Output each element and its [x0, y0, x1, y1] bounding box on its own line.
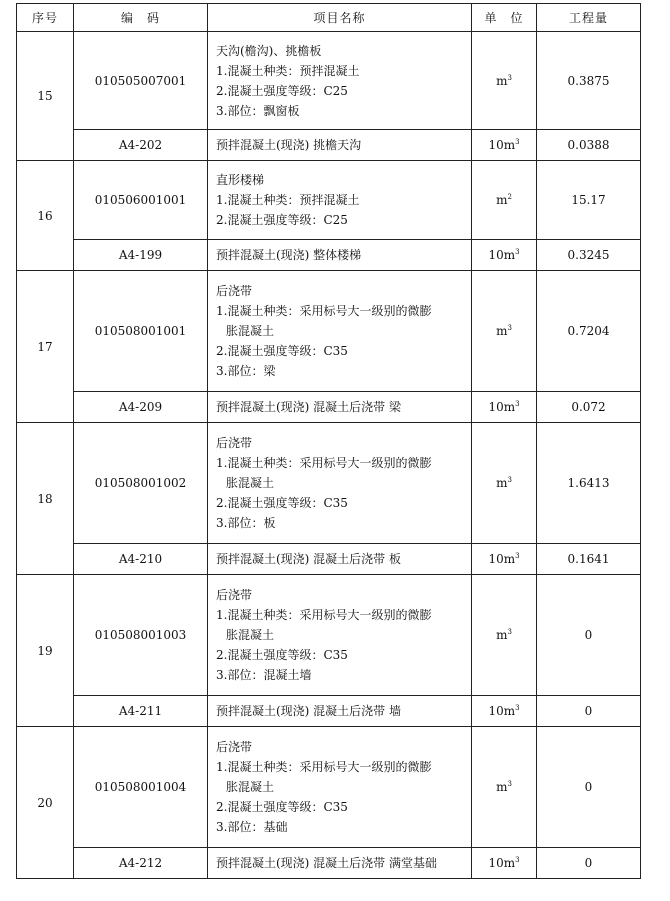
quota-quantity: 0.072 — [537, 392, 641, 423]
quota-row — [17, 544, 641, 575]
item-code: 010505007001 — [74, 32, 208, 130]
row-index: 17 — [17, 271, 74, 423]
quota-unit — [472, 130, 537, 161]
item-description — [208, 727, 472, 848]
quota-description: 预拌混凝土(现浇) 挑檐天沟 — [208, 130, 472, 161]
quota-code: A4-210 — [74, 544, 208, 575]
header-index: 序号 — [17, 4, 74, 32]
description-line: 胀混凝土 — [226, 324, 275, 338]
unit-base: m — [496, 193, 508, 207]
unit-exponent: 3 — [515, 248, 520, 256]
item-unit — [472, 271, 537, 392]
row-index: 15 — [17, 32, 74, 161]
item-quantity: 15.17 — [537, 161, 641, 240]
quota-quantity: 0.1641 — [537, 544, 641, 575]
quota-quantity: 0 — [537, 848, 641, 879]
description-line: 1.混凝土种类：采用标号大一级别的微膨 — [216, 760, 432, 774]
item-code: 010506001001 — [74, 161, 208, 240]
description-line: 胀混凝土 — [226, 628, 275, 642]
quota-unit — [472, 848, 537, 879]
item-description — [208, 161, 472, 240]
quota-code: A4-209 — [74, 392, 208, 423]
quota-unit — [472, 544, 537, 575]
description-line: 1.混凝土种类：采用标号大一级别的微膨 — [216, 456, 432, 470]
description-line: 3.部位：基础 — [216, 820, 288, 834]
quota-row — [17, 130, 641, 161]
description-line: 后浇带 — [216, 740, 253, 754]
item-row — [17, 423, 641, 544]
unit-exponent: 3 — [507, 324, 512, 332]
quota-description: 预拌混凝土(现浇) 混凝土后浇带 满堂基础 — [208, 848, 472, 879]
quota-description: 预拌混凝土(现浇) 混凝土后浇带 梁 — [208, 392, 472, 423]
description-line: 胀混凝土 — [226, 476, 275, 490]
unit-base: m — [496, 628, 508, 642]
item-quantity: 0.7204 — [537, 271, 641, 392]
description-line: 2.混凝土强度等级：C35 — [216, 648, 348, 662]
unit-base: m — [496, 476, 508, 490]
description-line: 1.混凝土种类：采用标号大一级别的微膨 — [216, 304, 432, 318]
unit-base: m — [496, 73, 508, 88]
header-row — [17, 4, 641, 32]
header-unit: 单 位 — [472, 4, 537, 32]
unit-base: m — [496, 324, 508, 338]
description-line: 3.部位：梁 — [216, 364, 276, 378]
quota-row — [17, 848, 641, 879]
description-line: 3.部位：板 — [216, 516, 276, 530]
quota-quantity: 0 — [537, 696, 641, 727]
description-line: 2.混凝土强度等级：C25 — [216, 213, 348, 227]
quota-code: A4-202 — [74, 130, 208, 161]
quantity-table — [16, 3, 641, 879]
description-line: 3.部位：飘窗板 — [216, 103, 300, 118]
description-line: 天沟(檐沟)、挑檐板 — [216, 43, 322, 58]
quota-row — [17, 240, 641, 271]
unit-exponent: 3 — [515, 138, 520, 146]
unit-exponent: 2 — [507, 193, 512, 201]
item-unit — [472, 727, 537, 848]
quota-unit — [472, 240, 537, 271]
description-line: 胀混凝土 — [226, 780, 275, 794]
unit-exponent: 3 — [515, 704, 520, 712]
item-quantity: 0 — [537, 575, 641, 696]
description-line: 1.混凝土种类：预拌混凝土 — [216, 193, 360, 207]
quota-quantity: 0.0388 — [537, 130, 641, 161]
quota-description: 预拌混凝土(现浇) 整体楼梯 — [208, 240, 472, 271]
item-quantity: 0.3875 — [537, 32, 641, 130]
item-quantity: 1.6413 — [537, 423, 641, 544]
quota-unit — [472, 696, 537, 727]
item-code: 010508001002 — [74, 423, 208, 544]
row-index: 18 — [17, 423, 74, 575]
quota-description: 预拌混凝土(现浇) 混凝土后浇带 墙 — [208, 696, 472, 727]
description-line: 后浇带 — [216, 284, 253, 298]
item-row — [17, 32, 641, 130]
quota-row — [17, 392, 641, 423]
description-line: 直形楼梯 — [216, 173, 265, 187]
description-line: 3.部位：混凝土墙 — [216, 668, 312, 682]
item-row — [17, 271, 641, 392]
description-line: 2.混凝土强度等级：C35 — [216, 800, 348, 814]
description-line: 后浇带 — [216, 588, 253, 602]
quota-row — [17, 696, 641, 727]
description-line: 2.混凝土强度等级：C25 — [216, 83, 348, 98]
unit-base: 10m — [488, 552, 516, 566]
item-unit — [472, 423, 537, 544]
item-row — [17, 727, 641, 848]
row-index: 20 — [17, 727, 74, 879]
description-line: 2.混凝土强度等级：C35 — [216, 344, 348, 358]
unit-exponent: 3 — [507, 73, 512, 82]
item-description — [208, 423, 472, 544]
item-unit — [472, 575, 537, 696]
quota-description: 预拌混凝土(现浇) 混凝土后浇带 板 — [208, 544, 472, 575]
item-code: 010508001003 — [74, 575, 208, 696]
unit-base: 10m — [488, 400, 516, 414]
unit-exponent: 3 — [515, 400, 520, 408]
unit-exponent: 3 — [507, 476, 512, 484]
unit-base: 10m — [488, 248, 516, 262]
unit-exponent: 3 — [507, 628, 512, 636]
unit-exponent: 3 — [515, 552, 520, 560]
item-quantity: 0 — [537, 727, 641, 848]
unit-base: 10m — [488, 138, 516, 152]
header-name: 项目名称 — [208, 4, 472, 32]
quota-code: A4-212 — [74, 848, 208, 879]
item-unit — [472, 32, 537, 130]
description-line: 1.混凝土种类：采用标号大一级别的微膨 — [216, 608, 432, 622]
unit-base: 10m — [488, 704, 516, 718]
row-index: 16 — [17, 161, 74, 271]
unit-exponent: 3 — [507, 780, 512, 788]
quota-unit — [472, 392, 537, 423]
unit-exponent: 3 — [515, 856, 520, 864]
item-code: 010508001004 — [74, 727, 208, 848]
unit-base: 10m — [488, 856, 516, 870]
item-row — [17, 161, 641, 240]
item-row — [17, 575, 641, 696]
description-line: 2.混凝土强度等级：C35 — [216, 496, 348, 510]
item-unit — [472, 161, 537, 240]
description-line: 1.混凝土种类：预拌混凝土 — [216, 63, 360, 78]
item-description — [208, 271, 472, 392]
item-description — [208, 575, 472, 696]
item-description — [208, 32, 472, 130]
quota-quantity: 0.3245 — [537, 240, 641, 271]
item-code: 010508001001 — [74, 271, 208, 392]
quota-code: A4-211 — [74, 696, 208, 727]
quota-code: A4-199 — [74, 240, 208, 271]
header-quantity: 工程量 — [537, 4, 641, 32]
row-index: 19 — [17, 575, 74, 727]
unit-base: m — [496, 780, 508, 794]
description-line: 后浇带 — [216, 436, 253, 450]
header-code: 编 码 — [74, 4, 208, 32]
